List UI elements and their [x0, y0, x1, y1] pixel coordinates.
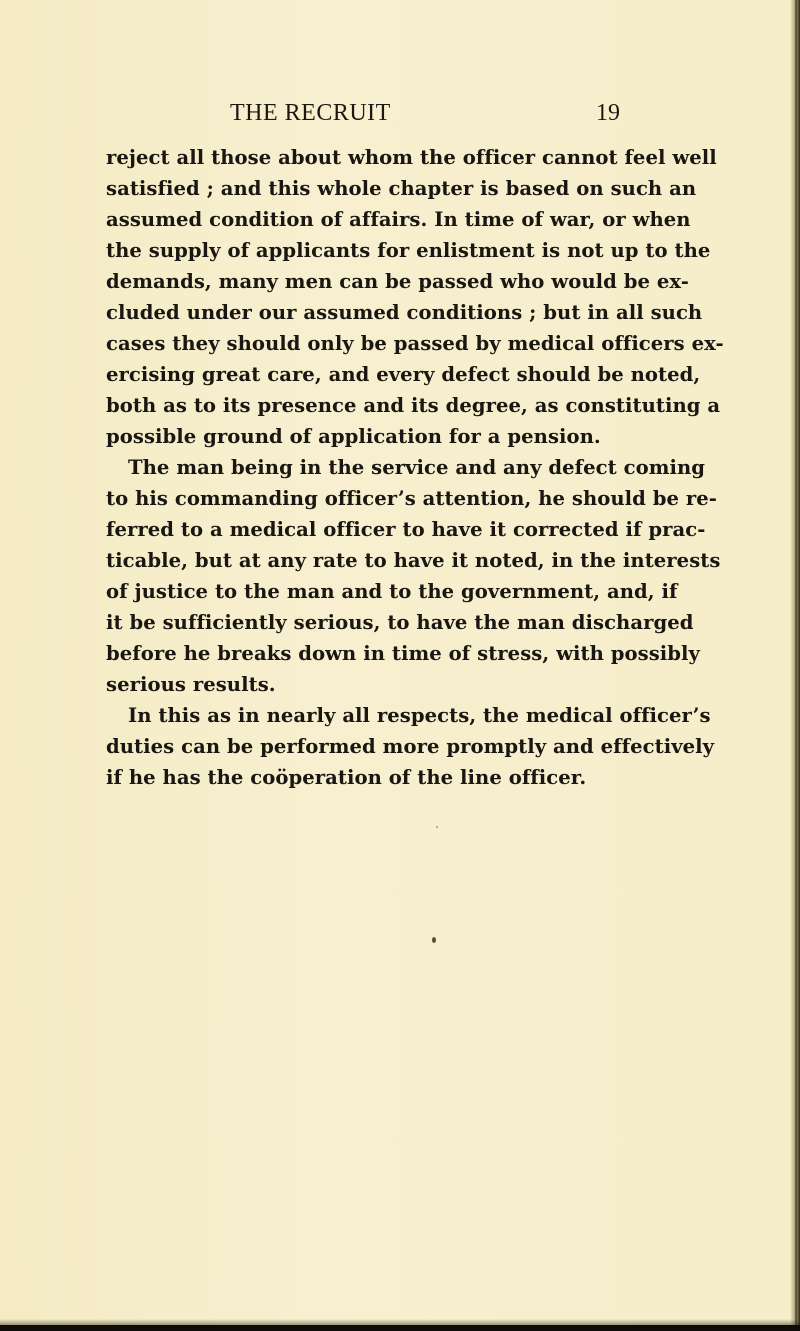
text-line: before he breaks down in time of stress, with possibly — [106, 642, 700, 665]
text-line: duties can be performed more promptly and effectively — [106, 735, 715, 758]
running-head — [200, 100, 620, 130]
text-line: The man being in the service and any defect coming — [128, 456, 706, 479]
ink-speck — [432, 937, 436, 943]
text-line: if he has the coöperation of the line officer. — [106, 766, 587, 789]
text-line: cluded under our assumed conditions ; but in all such — [106, 301, 703, 324]
text-line: to his commanding officer’s attention, he should be re- — [106, 487, 717, 510]
text-line: it be sufficiently serious, to have the man discharged — [106, 611, 694, 634]
text-line: assumed condition of affairs. In time of war, or when — [106, 208, 691, 231]
body-text — [106, 142, 724, 793]
text-line: the supply of applicants for enlistment is not up to the — [106, 239, 711, 262]
text-line: ferred to a medical officer to have it corrected if prac- — [106, 518, 706, 541]
text-line: serious results. — [106, 673, 276, 696]
bottom-edge — [0, 1325, 800, 1331]
text-line: ticable, but at any rate to have it noted, in the interests — [106, 549, 721, 572]
text-line: of justice to the man and to the government, and, if — [106, 580, 678, 603]
paper-speck — [436, 826, 438, 828]
text-line: satisfied ; and this whole chapter is based on such an — [106, 177, 697, 200]
text-line: demands, many men can be passed who would be ex- — [106, 270, 689, 293]
text-line: In this as in nearly all respects, the medical officer’s — [128, 704, 711, 727]
text-line: reject all those about whom the officer cannot feel well — [106, 146, 717, 169]
page-number: 19 — [596, 100, 620, 126]
text-line: possible ground of application for a pension. — [106, 425, 601, 448]
text-line: ercising great care, and every defect should be noted, — [106, 363, 701, 386]
text-line: both as to its presence and its degree, as constituting a — [106, 394, 721, 417]
page-edge-line — [795, 0, 797, 1331]
running-title: THE RECRUIT — [230, 100, 391, 126]
text-line: cases they should only be passed by medical officers ex- — [106, 332, 724, 355]
